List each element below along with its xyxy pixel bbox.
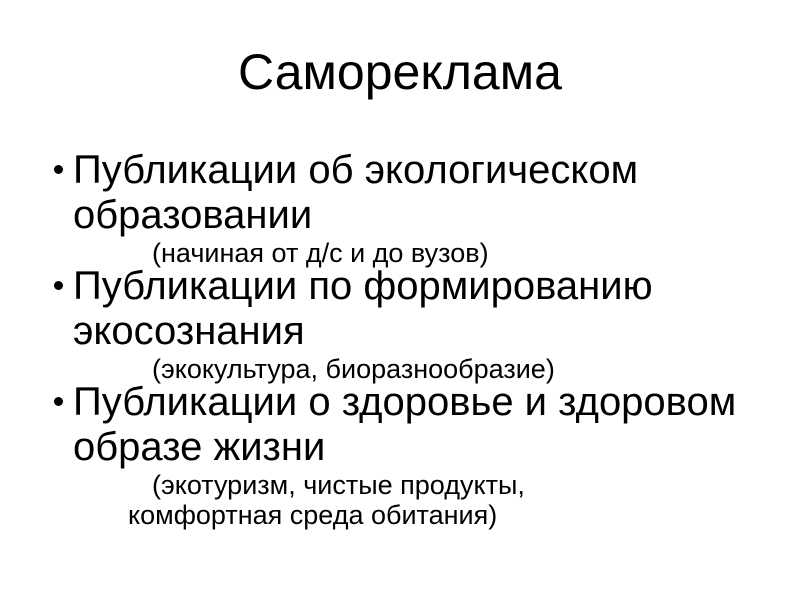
bullet-text-line: Публикации по формированию (73, 264, 653, 308)
bullet-icon (54, 397, 63, 406)
bullet-icon (54, 165, 63, 174)
bullet-note-line: (экокультура, биоразнообразие) (152, 354, 555, 384)
bullet-note (128, 470, 783, 530)
bullet-icon (54, 281, 63, 290)
bullet-text-line: образовании (73, 193, 313, 237)
bullet-text-line: Публикации о здоровье и здоровом (73, 380, 737, 424)
bullet-item (73, 148, 783, 268)
slide-title: Самореклама (238, 44, 562, 100)
bullet-text-line: Публикации об экологическом (73, 148, 639, 192)
bullet-list (73, 148, 783, 530)
bullet-text-line: образе жизни (73, 425, 326, 469)
bullet-item (73, 264, 783, 384)
bullet-note-line: комфортная среда обитания) (128, 500, 498, 530)
bullet-note-line: (экотуризм, чистые продукты, (152, 470, 525, 500)
bullet-item (73, 380, 783, 530)
bullet-note-line: (начиная от д/с и до вузов) (152, 238, 489, 268)
bullet-text-line: экосознания (73, 309, 305, 353)
